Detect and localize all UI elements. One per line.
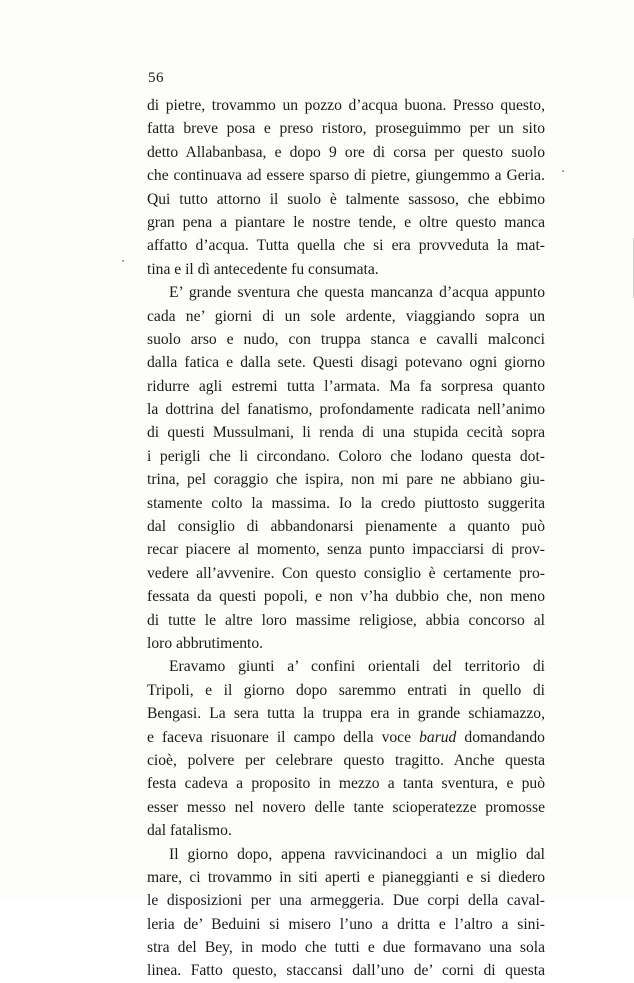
text-line: esser messo nel novero delle tante scioperatezze promosse: [147, 798, 545, 816]
text-line: linea. Fatto questo, staccansi dall’uno de’ corni di questa: [147, 962, 545, 980]
text-line: Il giorno dopo, appena ravvicinandoci a un miglio dal: [169, 845, 545, 863]
text-line: Tripoli, e il giorno dopo saremmo entrati in quello di: [147, 681, 545, 699]
text-line: dal fatalismo.: [147, 822, 232, 840]
text-line: stamente colto la massima. Io la credo piuttosto suggerita: [147, 494, 545, 512]
text-line: detto Allabanbasa, e dopo 9 ore di corsa per questo suolo: [147, 143, 545, 161]
text-line: che continuava ad essere sparso di pietre, giungemmo a Geria.: [147, 167, 545, 185]
text-line: i perigli che li circondano. Coloro che lodano questa dot-: [147, 447, 545, 465]
text-line: loro abbrutimento.: [147, 634, 264, 652]
text-line: leria de’ Beduini si misero l’uno a dritta e l’altro a sini-: [147, 915, 545, 933]
text-line: cada ne’ giorni di un sole ardente, viaggiando sopra un: [147, 307, 545, 325]
text-line: le disposizioni per una armeggeria. Due corpi della caval-: [147, 892, 545, 910]
text-line: mare, ci trovammo in siti aperti e pianeggianti e si diedero: [147, 868, 545, 886]
text-line: di tutte le altre loro massime religiose, abbia concorso al: [147, 611, 545, 629]
text-line: dal consiglio di abbandonarsi pienamente a quanto può: [147, 518, 545, 536]
italic-word: barud: [419, 728, 457, 746]
text-line: la dottrina del fanatismo, profondamente radicata nell’animo: [147, 401, 545, 419]
text-line: suolo arso e nudo, con truppa stanca e cavalli malconci: [147, 330, 545, 348]
text-line: trina, pel coraggio che ispira, non mi pare ne abbiano giu-: [147, 471, 545, 489]
text-line: recar piacere al momento, senza punto impacciarsi di prov-: [147, 541, 545, 559]
text-run: domandando: [456, 728, 545, 746]
paper-speck: [122, 260, 124, 262]
text-line: fessata da questi popoli, e non v’ha dubbio che, non meno: [147, 588, 545, 606]
text-line: di pietre, trovammo un pozzo d’acqua buona. Presso questo,: [147, 97, 545, 114]
text-line: [147, 726, 545, 749]
body-text: [147, 94, 545, 983]
text-line: Bengasi. La sera tutta la truppa era in grande schiamazzo,: [147, 705, 545, 723]
text-line: ridurre agli estremi tutta l’armata. Ma fa sorpresa quanto: [147, 377, 545, 395]
text-line: festa cadeva a proposito in mezzo a tanta sventura, e può: [147, 775, 545, 793]
text-line: Qui tutto attorno il suolo è talmente sassoso, che ebbimo: [147, 190, 545, 208]
text-line: cioè, polvere per celebrare questo tragitto. Anche questa: [147, 751, 545, 769]
text-line: affatto d’acqua. Tutta quella che si era provveduta la mat-: [147, 237, 545, 255]
text-line: gran pena a piantare le nostre tende, e oltre questo manca: [147, 213, 545, 231]
text-line: dalla fatica e dalla sete. Questi disagi potevano ogni giorno: [147, 354, 545, 372]
text-line: fatta breve posa e preso ristoro, proseguimmo per un sito: [147, 120, 545, 138]
text-line: Eravamo giunti a’ confini orientali del territorio di: [169, 658, 545, 676]
text-line: tina e il dì antecedente fu consumata.: [147, 260, 379, 278]
text-line: E’ grande sventura che questa mancanza d’acqua appunto: [169, 284, 545, 302]
text-line: stra del Bey, in modo che tutti e due formavano una sola: [147, 939, 545, 957]
text-line: vedere all’avvenire. Con questo consiglio è certamente pro-: [147, 564, 545, 582]
paper-speck: [562, 170, 564, 172]
page-number: 56: [148, 70, 164, 86]
text-line: di questi Mussulmani, li renda di una stupida cecità sopra: [147, 424, 545, 442]
text-run: e faceva risuonare il campo della voce: [147, 728, 420, 746]
